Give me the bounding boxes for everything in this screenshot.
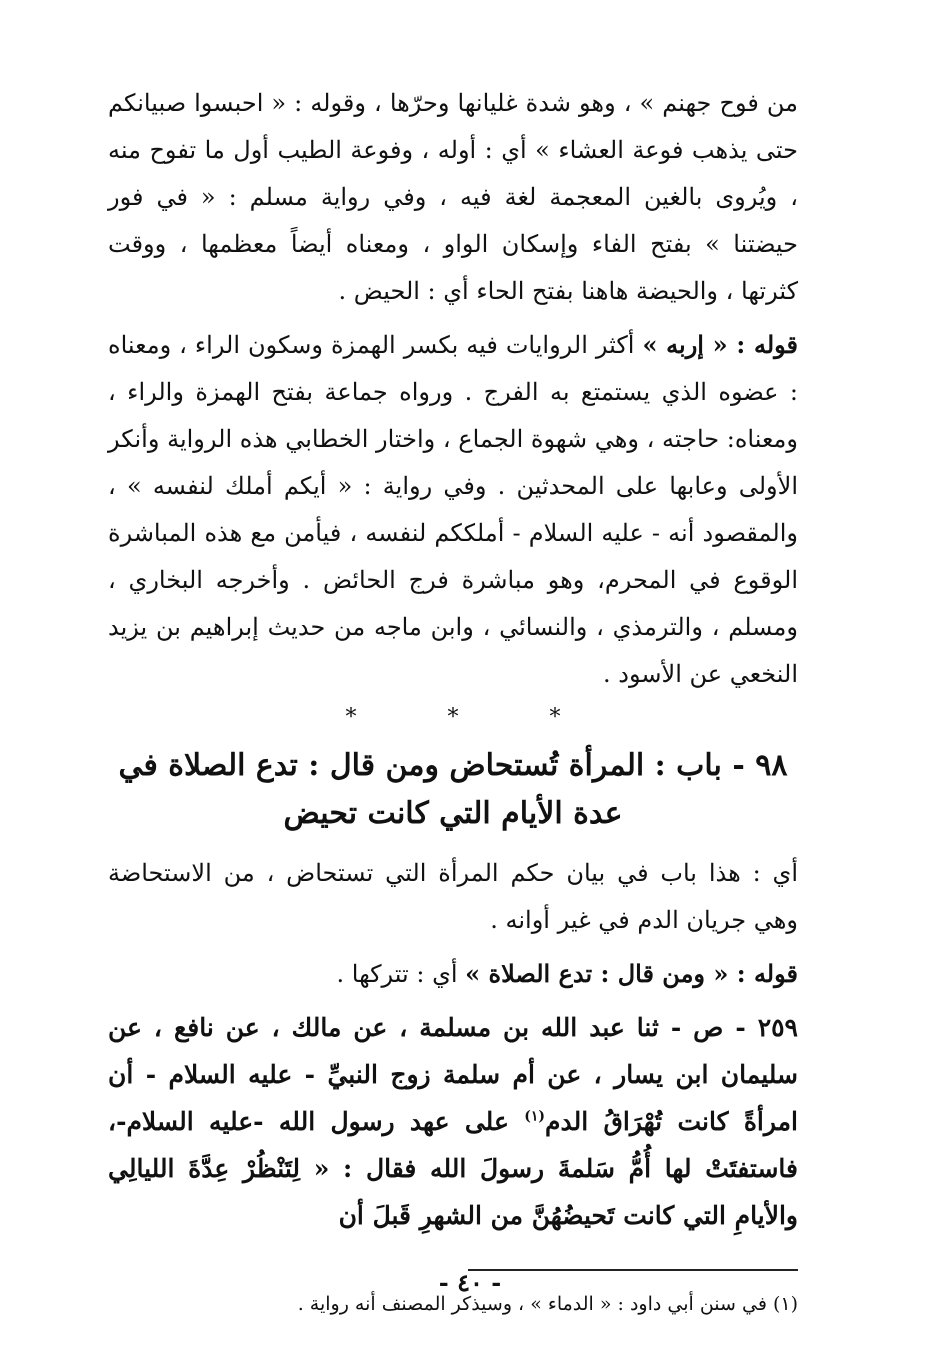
commentary-text: أي : هذا باب في بيان حكم المرأة التي تستحاض ، من الاستحاضة وهي جريان الدم في غير أوانه . (108, 859, 798, 934)
commentary-text: أي : تتركها . (336, 960, 466, 988)
page-number: - ٤٠ - (438, 1268, 502, 1297)
commentary-text: أكثر الروايات فيه بكسر الهمزة وسكون الراء ، ومعناه : عضوه الذي يستمتع به الفرج . ورواه جماعة بفتح الهمزة والراء ، ومعناه: حاجته ، وهي شهوة الجماع ، واختار الخطابي هذه الرواية وأنكر الأولى وعابها على المحدثين . وفي رواية : « أيكم أملك لنفسه » ، والمقصود أنه - عليه السلام - أملككم لنفسه ، فيأمن مع هذه المباشرة الوقوع في المحرم، وهو مباشرة فرج الحائض . وأخرجه البخاري ، ومسلم ، والترمذي ، والنسائي ، وابن ماجه من حديث إبراهيم بن يزيد النخعي عن الأسود . (108, 331, 798, 688)
chapter-heading-line: ٩٨ - باب : المرأة تُستحاض ومن قال : تدع الصلاة في (118, 748, 788, 783)
hadith-body: على عهد رسول الله -عليه السلام-، فاستفتَتْ لها أُمُّ سَلمةَ رسولَ الله فقال : « لِتَنْظُرْ عِدَّةَ الليالِي والأيامِ التي كانت تَحيضُهُنَّ من الشهرِ قَبلَ أن (108, 1107, 798, 1230)
commentary-text: من فوح جهنم » ، وهو شدة غليانها وحرّها ، وقوله : « احبسوا صبيانكم حتى يذهب فوعة العشاء » أي : أوله ، وفوعة الطيب أول ما تفوح منه ، ويُروى بالغين المعجمة لغة فيه ، وفي رواية مسلم : « في فور حيضتنا » بفتح الفاء وإسكان الواو ، ومعناه أيضاً معظمها ، ووقت كثرتها ، والحيضة هاهنا بفتح الحاء أي : الحيض . (108, 89, 798, 305)
footnote-ref: (١) (524, 1108, 545, 1125)
commentary-paragraph (108, 850, 798, 944)
commentary-paragraph (108, 321, 798, 698)
quoted-phrase: قوله : « ومن قال : تدع الصلاة » (465, 959, 798, 988)
chapter-heading-line: عدة الأيام التي كانت تحيض (283, 796, 623, 831)
hadith-text (108, 1004, 798, 1239)
commentary-paragraph (108, 950, 798, 998)
section-separator: * * * (345, 705, 603, 730)
commentary-paragraph (108, 80, 798, 315)
chapter-heading (108, 742, 798, 838)
hadith-chain: ٢٥٩ - ص - ثنا عبد الله بن مسلمة ، عن مالك ، عن نافع ، عن سليمان ابن يسار ، عن أم سلمة زوج النبيِّ - عليه السلام - أن امرأةً كانت تُهْرَاقُ الدم (108, 1013, 798, 1136)
quoted-phrase: قوله : « إربه » (642, 330, 799, 359)
footnote: (١) في سنن أبي داود : « الدماء » ، وسيذكر المصنف أنه رواية . (297, 1293, 798, 1315)
